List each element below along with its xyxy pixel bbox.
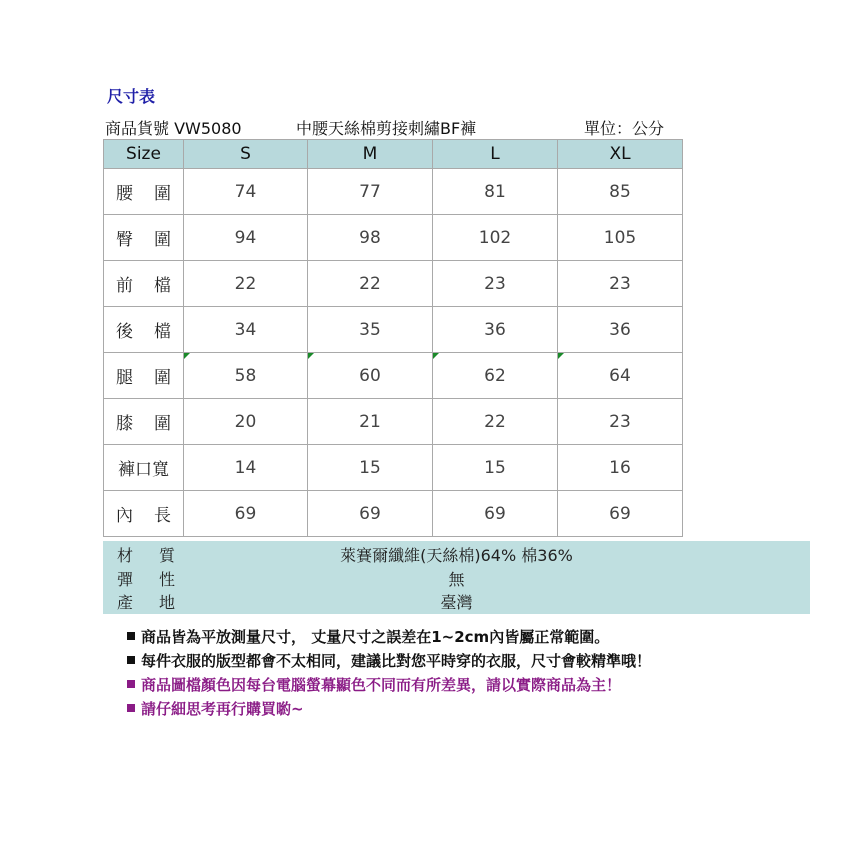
table-cell: 58 — [184, 353, 308, 399]
note-text: 每件衣服的版型都會不太相同，建議比對您平時穿的衣服，尺寸會較精準哦！ — [141, 652, 652, 670]
note-item — [127, 698, 651, 722]
material-label — [117, 543, 175, 566]
header-s: S — [184, 140, 308, 169]
material-label-text: 產 — [117, 593, 134, 612]
note-text: 請仔細思考再行購買喲~ — [141, 700, 304, 718]
table-cell: 16 — [558, 445, 683, 491]
header-m: M — [308, 140, 433, 169]
table-cell: 102 — [433, 215, 558, 261]
table-cell: 77 — [308, 169, 433, 215]
table-cell: 21 — [308, 399, 433, 445]
table-cell: 20 — [184, 399, 308, 445]
material-label-text: 地 — [158, 593, 175, 612]
table-row — [104, 491, 683, 537]
row-label-text: 臀 — [116, 230, 133, 250]
material-label — [117, 567, 175, 590]
note-item — [127, 674, 651, 698]
note-text: 商品圖檔顏色因每台電腦螢幕顯色不同而有所差異，請以實際商品為主！ — [141, 676, 622, 694]
table-cell: 64 — [558, 353, 683, 399]
table-cell: 81 — [433, 169, 558, 215]
table-row — [104, 215, 683, 261]
header-l: L — [433, 140, 558, 169]
table-cell: 34 — [184, 307, 308, 353]
table-cell: 15 — [308, 445, 433, 491]
table-row — [104, 169, 683, 215]
materials-panel — [103, 541, 810, 614]
product-code: 商品貨號 VW5080 — [105, 119, 242, 138]
row-label — [104, 307, 184, 353]
table-cell: 62 — [433, 353, 558, 399]
row-label-text: 圍 — [154, 184, 171, 204]
table-cell: 74 — [184, 169, 308, 215]
table-cell: 23 — [558, 399, 683, 445]
row-label-text: 圍 — [154, 368, 171, 388]
table-cell: 69 — [308, 491, 433, 537]
table-cell: 60 — [308, 353, 433, 399]
square-bullet-icon — [127, 632, 135, 640]
square-bullet-icon — [127, 704, 135, 712]
row-label-text: 檔 — [154, 322, 171, 342]
table-cell: 105 — [558, 215, 683, 261]
table-row — [104, 445, 683, 491]
table-cell: 15 — [433, 445, 558, 491]
material-label — [117, 590, 175, 613]
table-cell: 98 — [308, 215, 433, 261]
unit-label: 單位：公分 — [584, 119, 665, 138]
table-cell: 22 — [433, 399, 558, 445]
table-cell: 22 — [184, 261, 308, 307]
material-label-text: 質 — [158, 546, 175, 565]
table-cell: 36 — [433, 307, 558, 353]
table-cell: 22 — [308, 261, 433, 307]
material-row — [103, 590, 810, 613]
row-label-text: 檔 — [154, 276, 171, 296]
header-size: Size — [104, 140, 184, 169]
row-label-text: 後 — [116, 322, 133, 342]
table-row — [104, 261, 683, 307]
material-value: 無 — [448, 570, 465, 589]
row-label — [104, 353, 184, 399]
page-title: 尺寸表 — [107, 87, 156, 106]
material-label-text: 彈 — [117, 570, 134, 589]
header-xl: XL — [558, 140, 683, 169]
material-value: 萊賽爾纖維(天絲棉)64% 棉36% — [340, 546, 573, 565]
notes-list — [127, 626, 651, 722]
square-bullet-icon — [127, 656, 135, 664]
row-label-text: 圍 — [154, 230, 171, 250]
table-row — [104, 353, 683, 399]
row-label-text: 膝 — [116, 414, 133, 434]
note-text: 商品皆為平放測量尺寸， 丈量尺寸之誤差在1~2cm內皆屬正常範圍。 — [141, 628, 610, 646]
row-label-text: 褲口寬 — [118, 460, 169, 480]
row-label-text: 長 — [154, 506, 171, 526]
table-cell: 69 — [433, 491, 558, 537]
table-cell: 23 — [433, 261, 558, 307]
row-label-text: 前 — [116, 276, 133, 296]
material-label-text: 材 — [117, 546, 134, 565]
row-label-text: 圍 — [154, 414, 171, 434]
row-label — [104, 169, 184, 215]
square-bullet-icon — [127, 680, 135, 688]
material-row — [103, 543, 810, 566]
table-cell: 85 — [558, 169, 683, 215]
row-label-text: 腰 — [116, 184, 133, 204]
product-name: 中腰天絲棉剪接刺繡BF褲 — [296, 119, 477, 138]
material-row — [103, 567, 810, 590]
row-label — [104, 445, 184, 491]
table-cell: 36 — [558, 307, 683, 353]
row-label-text: 腿 — [116, 368, 133, 388]
row-label — [104, 399, 184, 445]
size-header-row — [104, 140, 683, 169]
row-label-text: 內 — [116, 506, 133, 526]
table-row — [104, 307, 683, 353]
size-table — [103, 139, 683, 537]
row-label — [104, 491, 184, 537]
material-label-text: 性 — [158, 570, 175, 589]
table-cell: 23 — [558, 261, 683, 307]
note-item — [127, 650, 651, 674]
material-value: 臺灣 — [440, 593, 473, 612]
table-cell: 69 — [184, 491, 308, 537]
table-cell: 94 — [184, 215, 308, 261]
row-label — [104, 215, 184, 261]
table-cell: 35 — [308, 307, 433, 353]
table-cell: 14 — [184, 445, 308, 491]
row-label — [104, 261, 184, 307]
table-cell: 69 — [558, 491, 683, 537]
note-item — [127, 626, 651, 650]
table-row — [104, 399, 683, 445]
